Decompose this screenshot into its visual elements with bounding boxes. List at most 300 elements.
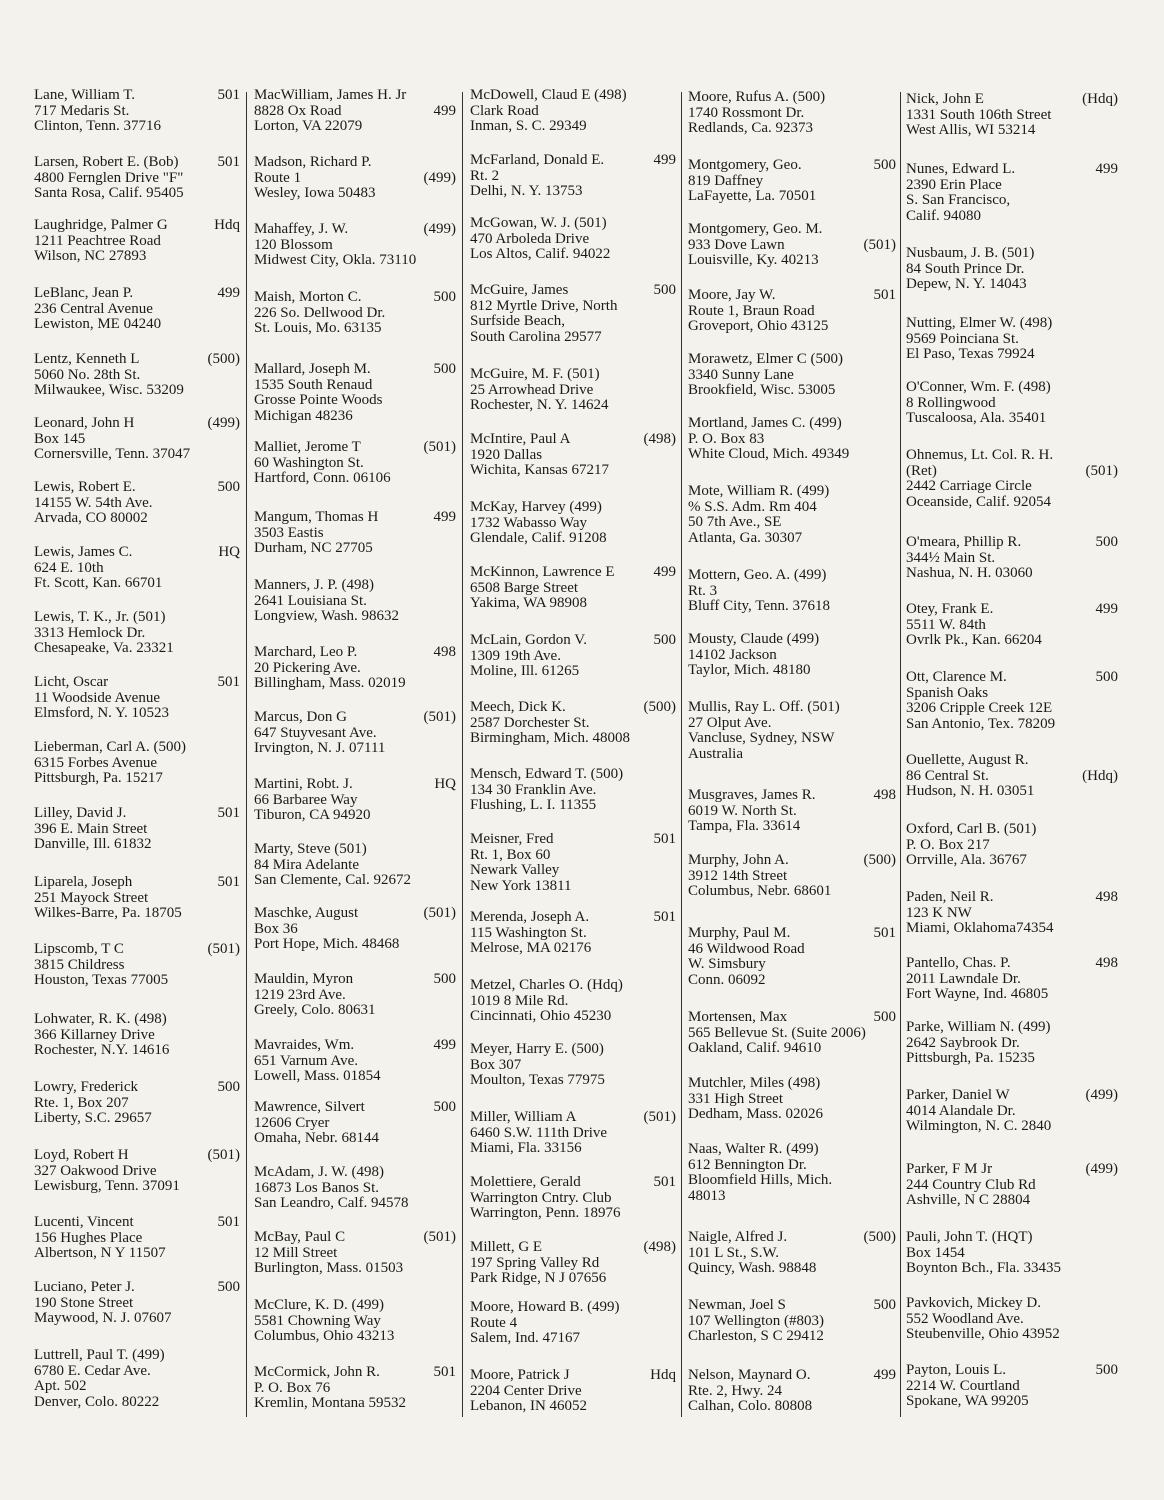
chapter-code (890, 700, 896, 716)
address-line: 647 Stuyvesant Ave. (254, 724, 377, 741)
address-line: Steubenville, Ohio 43952 (906, 1326, 1060, 1342)
address-line: Chesapeake, Va. 23321 (34, 640, 174, 656)
directory-entry (906, 246, 1118, 293)
entry-header (906, 380, 1118, 396)
address-line: Columbus, Ohio 43213 (254, 1328, 395, 1344)
member-name: McGowan, W. J. (501) (470, 215, 607, 231)
address-line: Boynton Bch., Fla. 33435 (906, 1260, 1062, 1276)
directory-entry (470, 88, 676, 135)
chapter-code: (501) (1085, 462, 1118, 479)
directory-entry (688, 416, 896, 463)
address-line: 251 Mayock Street (34, 889, 149, 906)
directory-entry (906, 92, 1118, 139)
address-line (254, 104, 456, 120)
address-line: Michigan 48236 (254, 407, 353, 424)
entry-header (254, 578, 456, 594)
member-name: Mousty, Claude (499) (688, 631, 820, 647)
address-line: West Allis, WI 53214 (906, 122, 1036, 138)
chapter-code: 500 (1095, 1362, 1118, 1378)
directory-entry (34, 675, 240, 722)
chapter-code: 499 (873, 1367, 896, 1383)
address-line: South Carolina 29577 (470, 328, 602, 345)
address-line: Birmingham, Mich. 48008 (470, 730, 630, 746)
entry-header (470, 432, 676, 448)
directory-entry (470, 767, 676, 814)
member-name: Meisner, Fred (470, 831, 554, 847)
address-line: 8 Rollingwood (906, 394, 996, 411)
chapter-code: 499 (433, 102, 456, 119)
address-line (906, 769, 1118, 785)
address-line: 470 Arboleda Drive (470, 230, 590, 247)
member-name: O'meara, Phillip R. (906, 534, 1022, 550)
address-line: 6019 W. North St. (688, 802, 797, 819)
chapter-code: 499 (433, 509, 456, 525)
address-line: Surfside Beach, (470, 313, 565, 329)
address-line: Santa Rosa, Calif. 95405 (34, 185, 184, 201)
entry-header (34, 1080, 240, 1096)
address-line: 327 Oakwood Drive (34, 1162, 157, 1179)
address-line: 2011 Lawndale Dr. (906, 970, 1021, 987)
entry-header (470, 153, 676, 169)
entry-header (470, 216, 676, 232)
directory-entry (34, 806, 240, 853)
directory-entry (906, 670, 1118, 732)
member-name: Maish, Morton C. (254, 289, 362, 305)
directory-entry (470, 700, 676, 747)
entry-header (906, 1296, 1118, 1312)
address-line: San Leandro, Calf. 94578 (254, 1195, 409, 1211)
chapter-code: (501) (423, 1229, 456, 1245)
address-line: 366 Killarney Drive (34, 1026, 155, 1043)
chapter-code: 499 (1095, 601, 1118, 617)
entry-header (906, 753, 1118, 769)
address-line: Brookfield, Wisc. 53005 (688, 382, 836, 398)
directory-entry (906, 162, 1118, 224)
address-line: Warrington Cntry. Club (470, 1189, 612, 1206)
member-name: Lowry, Frederick (34, 1079, 138, 1095)
member-name: Mullis, Ray L. Off. (501) (688, 699, 840, 715)
address-line: 101 L St., S.W. (688, 1244, 779, 1261)
address-line: 812 Myrtle Drive, North (470, 297, 618, 314)
chapter-code: 500 (1095, 534, 1118, 550)
address-line: Vancluse, Sydney, NSW (688, 730, 835, 746)
address-line: Miami, Oklahoma74354 (906, 920, 1054, 936)
entry-header (906, 1230, 1118, 1246)
chapter-code: 498 (873, 787, 896, 803)
entry-header (688, 90, 896, 106)
directory-entry (470, 1175, 676, 1222)
directory-entry (906, 448, 1118, 510)
directory-entry (470, 216, 676, 263)
member-name: Moore, Howard B. (499) (470, 1299, 620, 1315)
member-name: O'Conner, Wm. F. (498) (906, 379, 1051, 395)
member-name: Moore, Rufus A. (500) (688, 89, 826, 105)
address-line: 11 Woodside Avenue (34, 689, 160, 706)
chapter-code: 501 (217, 1214, 240, 1230)
entry-header (34, 1215, 240, 1231)
chapter-code (670, 767, 676, 783)
column-divider (900, 92, 901, 1417)
address-line: Wilkes-Barre, Pa. 18705 (34, 905, 182, 921)
address-line: 4800 Fernglen Drive "F" (34, 169, 184, 186)
address-line: Box 36 (254, 920, 298, 937)
member-name: McClure, K. D. (499) (254, 1297, 384, 1313)
directory-entry (470, 432, 676, 479)
directory-entry (470, 367, 676, 414)
address-line: Burlington, Mass. 01503 (254, 1260, 404, 1276)
member-name: McFarland, Donald E. (470, 152, 605, 168)
entry-header (34, 352, 240, 368)
chapter-code (450, 1165, 456, 1181)
chapter-code (1112, 1230, 1118, 1246)
entry-header (688, 853, 896, 869)
entry-header (688, 1076, 896, 1092)
address-line: 27 Olput Ave. (688, 714, 772, 731)
entry-header (688, 352, 896, 368)
directory-entry (34, 740, 240, 787)
entry-header (906, 1363, 1118, 1379)
directory-entry (34, 1012, 240, 1059)
address-line: 3313 Hemlock Dr. (34, 624, 146, 641)
address-line: 84 Mira Adelante (254, 856, 359, 873)
address-line: Conn. 06092 (688, 971, 766, 988)
chapter-code (1112, 822, 1118, 838)
chapter-code: 501 (217, 154, 240, 170)
address-line: 197 Spring Valley Rd (470, 1254, 600, 1271)
member-name: Martini, Robt. J. (254, 776, 353, 792)
entry-header (34, 545, 240, 561)
entry-header (470, 1042, 676, 1058)
entry-header (470, 978, 676, 994)
chapter-code: 500 (873, 157, 896, 173)
entry-header (254, 1100, 456, 1116)
entry-header (470, 565, 676, 581)
member-name: Montgomery, Geo. M. (688, 221, 823, 237)
column-2 (254, 80, 456, 1420)
entry-header (688, 1142, 896, 1158)
directory-entry (906, 822, 1118, 869)
address-line: Tiburon, CA 94920 (254, 807, 371, 823)
address-line: P. O. Box 217 (906, 836, 990, 853)
member-name: Pantello, Chas. P. (906, 955, 1011, 971)
chapter-code (1112, 753, 1118, 769)
chapter-code: (499) (207, 415, 240, 431)
member-name: Nusbaum, J. B. (501) (906, 245, 1035, 261)
address-line: 66 Barbaree Way (254, 791, 358, 808)
directory-entry (254, 1230, 456, 1277)
address-line: El Paso, Texas 79924 (906, 346, 1035, 362)
chapter-code: (500) (207, 351, 240, 367)
directory-entry (254, 972, 456, 1019)
member-name: Mottern, Geo. A. (499) (688, 567, 827, 583)
address-line: Redlands, Ca. 92373 (688, 120, 813, 136)
member-name: Licht, Oscar (34, 674, 109, 690)
directory-entry (470, 1300, 676, 1347)
directory-entry (34, 1280, 240, 1327)
member-name: McDowell, Claud E (498) (470, 87, 627, 103)
entry-header (470, 1300, 676, 1316)
chapter-code (670, 1300, 676, 1316)
member-name: Luciano, Peter J. (34, 1279, 135, 1295)
member-name: Montgomery, Geo. (688, 157, 802, 173)
address-line: 1019 8 Mile Rd. (470, 992, 569, 1009)
address-line: Oakland, Calif. 94610 (688, 1040, 822, 1056)
address-line: 5511 W. 84th (906, 616, 986, 633)
member-name: Morawetz, Elmer C (500) (688, 351, 843, 367)
chapter-code (1112, 380, 1118, 396)
address-line: 2442 Carriage Circle (906, 478, 1032, 494)
directory-entry (34, 875, 240, 922)
address-line: Fort Wayne, Ind. 46805 (906, 986, 1049, 1002)
address-line: Route 1, Braun Road (688, 302, 815, 319)
entry-header (34, 610, 240, 626)
address-line: Columbus, Nebr. 68601 (688, 883, 832, 899)
address-line: 624 E. 10th (34, 559, 104, 576)
address-line: St. Louis, Mo. 63135 (254, 320, 382, 336)
directory-entry (254, 1165, 456, 1212)
member-name: McKinnon, Lawrence E (470, 564, 615, 580)
address-line: Melrose, MA 02176 (470, 940, 592, 956)
address-line: Salem, Ind. 47167 (470, 1330, 580, 1346)
directory-entry (906, 1363, 1118, 1410)
address-line: Quincy, Wash. 98848 (688, 1260, 817, 1276)
address-line: Ashville, N C 28804 (906, 1192, 1031, 1208)
address-line: 344½ Main St. (906, 549, 996, 566)
address-line: 1309 19th Ave. (470, 647, 561, 664)
chapter-code (234, 610, 240, 626)
address-line: Elmsford, N. Y. 10523 (34, 705, 169, 721)
address-line: Rochester, N.Y. 14616 (34, 1042, 170, 1058)
entry-header (470, 283, 676, 299)
entry-header (254, 645, 456, 661)
chapter-code (670, 88, 676, 104)
address-line: Route 4 (470, 1314, 518, 1331)
chapter-code: (501) (423, 439, 456, 455)
address-line (688, 238, 896, 254)
address-line: 16873 Los Banos St. (254, 1179, 380, 1196)
member-name: Mensch, Edward T. (500) (470, 766, 624, 782)
address-line: 84 South Prince Dr. (906, 260, 1025, 277)
member-name: McGuire, M. F. (501) (470, 366, 600, 382)
directory-entry (470, 1042, 676, 1089)
address-line: 2587 Dorchester St. (470, 714, 590, 731)
entry-header (254, 290, 456, 306)
member-name: Maschke, August (254, 905, 359, 921)
directory-entry (688, 1298, 896, 1345)
address-line: 1920 Dallas (470, 446, 543, 463)
address-line: S. San Francisco, (906, 192, 1011, 208)
address-line: Box 1454 (906, 1244, 965, 1261)
chapter-code (450, 842, 456, 858)
member-name: Mangum, Thomas H (254, 509, 379, 525)
address-line: Box 307 (470, 1056, 522, 1073)
chapter-code: 501 (433, 1364, 456, 1380)
member-name: Nelson, Maynard O. (688, 1367, 811, 1383)
address-line: Groveport, Ohio 43125 (688, 318, 829, 334)
directory-entry (906, 956, 1118, 1003)
chapter-code (450, 155, 456, 171)
directory-entry (34, 1215, 240, 1262)
directory-entry (254, 88, 456, 135)
directory-entry (688, 1368, 896, 1415)
address-line: P. O. Box 76 (254, 1379, 331, 1396)
address-line: 5581 Chowning Way (254, 1312, 381, 1329)
directory-entry (254, 440, 456, 487)
directory-entry (688, 1142, 896, 1204)
address-line: 2642 Saybrook Dr. (906, 1034, 1020, 1051)
address-line: Houston, Texas 77005 (34, 972, 169, 988)
chapter-code: 501 (873, 925, 896, 941)
address-line: 50 7th Ave., SE (688, 514, 782, 530)
entry-header (254, 1165, 456, 1181)
chapter-code: 500 (1095, 669, 1118, 685)
address-line: 123 K NW (906, 904, 972, 921)
chapter-code (1112, 316, 1118, 332)
member-name: Madson, Richard P. (254, 154, 372, 170)
entry-header (34, 1348, 240, 1364)
address-line: 14155 W. 54th Ave. (34, 494, 153, 511)
member-name: Loyd, Robert H (34, 1147, 129, 1163)
directory-entry (34, 942, 240, 989)
entry-header (34, 806, 240, 822)
address-line: 4014 Alandale Dr. (906, 1102, 1016, 1119)
address-line: Charleston, S C 29412 (688, 1328, 824, 1344)
address-line: 6780 E. Cedar Ave. (34, 1362, 151, 1379)
address-line: % S.S. Adm. Rm 404 (688, 498, 817, 515)
directory-entry (254, 1365, 456, 1412)
member-name: Mawrence, Silvert (254, 1099, 365, 1115)
chapter-code: HQ (218, 544, 240, 560)
address-text: (Ret) (906, 462, 937, 479)
address-line: Hudson, N. H. 03051 (906, 783, 1035, 799)
chapter-code: 500 (433, 971, 456, 987)
address-line: Lewiston, ME 04240 (34, 316, 162, 332)
chapter-code: 500 (433, 1099, 456, 1115)
directory-entry (470, 1368, 676, 1415)
chapter-code: 501 (653, 909, 676, 925)
address-line: P. O. Box 83 (688, 430, 765, 447)
address-line: 819 Daffney (688, 172, 764, 189)
entry-header (34, 416, 240, 432)
chapter-code: HQ (434, 776, 456, 792)
entry-header (906, 316, 1118, 332)
address-line: 3815 Childress (34, 956, 125, 973)
directory-entry (254, 155, 456, 202)
address-line: 3912 14th Street (688, 867, 788, 884)
directory-entry (906, 1088, 1118, 1135)
member-name: Naas, Walter R. (499) (688, 1141, 819, 1157)
address-line: Durham, NC 27705 (254, 540, 373, 556)
directory-entry (906, 1020, 1118, 1067)
member-name: Meech, Dick K. (470, 699, 566, 715)
member-name: McGuire, James (470, 282, 569, 298)
address-line: 46 Wildwood Road (688, 940, 805, 957)
address-line: White Cloud, Mich. 49349 (688, 446, 850, 462)
column-1 (34, 80, 240, 1420)
chapter-code (670, 367, 676, 383)
address-line: 717 Medaris St. (34, 102, 130, 119)
address-line: 25 Arrowhead Drive (470, 381, 594, 398)
entry-header (688, 788, 896, 804)
address-line: Miami, Fla. 33156 (470, 1140, 582, 1156)
address-line: 60 Washington St. (254, 454, 364, 471)
address-line: 3503 Eastis (254, 524, 324, 541)
entry-header (906, 535, 1118, 551)
entry-header (906, 1088, 1118, 1104)
chapter-code: 500 (433, 289, 456, 305)
address-line: Taylor, Mich. 48180 (688, 662, 811, 678)
entry-header (688, 1230, 896, 1246)
entry-header (470, 832, 676, 848)
address-line: 331 High Street (688, 1090, 783, 1107)
address-line: 5060 No. 28th St. (34, 366, 141, 383)
address-line: 134 30 Franklin Ave. (470, 781, 597, 798)
member-name: Ohnemus, Lt. Col. R. H. (906, 447, 1054, 463)
member-name: Lipscomb, T C (34, 941, 124, 957)
member-name: Lucenti, Vincent (34, 1214, 134, 1230)
directory-entry (688, 1076, 896, 1123)
column-divider (246, 92, 247, 1417)
address-line: Inman, S. C. 29349 (470, 118, 587, 134)
entry-header (470, 767, 676, 783)
address-line: 2390 Erin Place (906, 176, 1002, 193)
member-name: Merenda, Joseph A. (470, 909, 590, 925)
directory-entry (254, 645, 456, 692)
chapter-code (890, 1076, 896, 1092)
entry-header (906, 670, 1118, 686)
column-4 (688, 80, 896, 1420)
entry-header (906, 162, 1118, 178)
entry-header (34, 155, 240, 171)
entry-header (906, 448, 1118, 464)
address-line (254, 171, 456, 187)
address-line: Lewisburg, Tenn. 37091 (34, 1178, 180, 1194)
address-line: 156 Hughes Place (34, 1229, 143, 1246)
column-divider (681, 92, 682, 1417)
member-name: Moore, Patrick J (470, 1367, 570, 1383)
address-text: Route 1 (254, 169, 302, 186)
address-line: Rte. 2, Hwy. 24 (688, 1382, 783, 1399)
chapter-code: 499 (1095, 161, 1118, 177)
chapter-code: 501 (873, 287, 896, 303)
chapter-code: 499 (217, 285, 240, 301)
entry-header (906, 92, 1118, 108)
directory-entry (470, 1240, 676, 1287)
address-line: Billingham, Mass. 02019 (254, 675, 406, 691)
directory-entry (34, 218, 240, 265)
member-name: Ouellette, August R. (906, 752, 1029, 768)
directory-entry (688, 568, 896, 615)
member-name: Musgraves, James R. (688, 787, 816, 803)
entry-header (254, 972, 456, 988)
member-name: Molettiere, Gerald (470, 1174, 581, 1190)
chapter-code: 501 (653, 1174, 676, 1190)
address-line: Bluff City, Tenn. 37618 (688, 598, 831, 614)
address-line: Pittsburgh, Pa. 15235 (906, 1050, 1035, 1066)
member-name: Lieberman, Carl A. (500) (34, 739, 187, 755)
directory-entry (34, 416, 240, 463)
chapter-code: 501 (653, 831, 676, 847)
directory-entry (254, 222, 456, 269)
member-name: Otey, Frank E. (906, 601, 994, 617)
chapter-code: (499) (423, 169, 456, 186)
chapter-code (670, 1042, 676, 1058)
address-line: Milwaukee, Wisc. 53209 (34, 382, 184, 398)
address-line: Longview, Wash. 98632 (254, 608, 400, 624)
address-line: 190 Stone Street (34, 1294, 134, 1311)
address-line: Rt. 3 (688, 582, 718, 599)
address-line: 2641 Louisiana St. (254, 592, 367, 609)
